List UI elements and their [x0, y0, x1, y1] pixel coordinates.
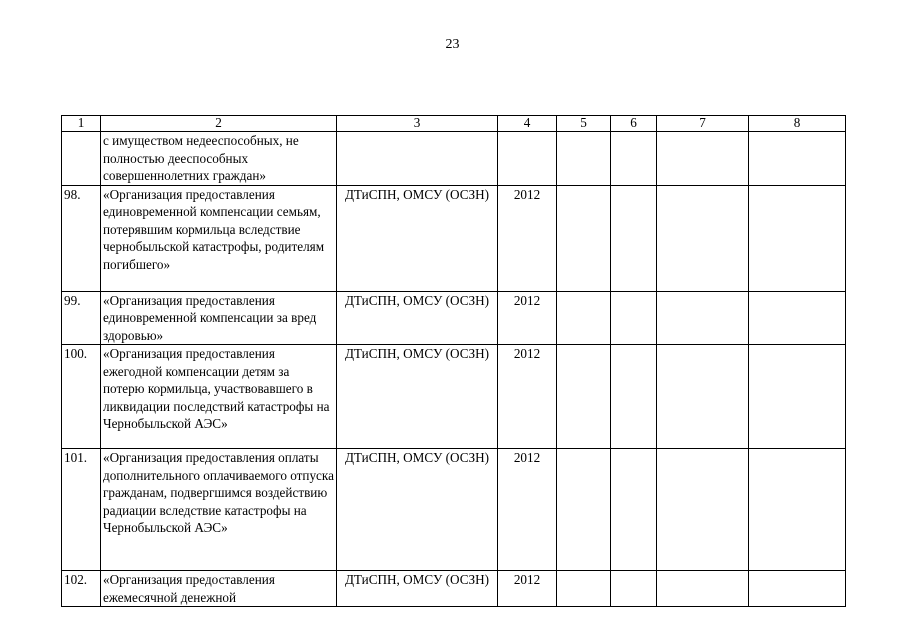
- table-row: [62, 132, 846, 186]
- table-row: [62, 185, 846, 291]
- table-cell: [611, 449, 657, 571]
- year: 2012: [498, 345, 557, 449]
- service-name: «Организация предоставления единовременной компенсации за вред здоровью»: [101, 291, 337, 345]
- row-number: [62, 132, 101, 186]
- executor: ДТиСПН, ОМСУ (ОСЗН): [337, 571, 498, 607]
- executor: ДТиСПН, ОМСУ (ОСЗН): [337, 291, 498, 345]
- service-name: «Организация предоставления ежегодной компенсации детям за потерю кормильца, участвовавшего в ликвидации последствий катастрофы на Чернобыльской АЭС»: [101, 345, 337, 449]
- table-cell: [749, 132, 846, 186]
- table-cell: [657, 291, 749, 345]
- service-name: «Организация предоставления оплаты дополнительного оплачиваемого отпуска гражданам, подвергшимся воздействию радиации вследствие катастрофы на Чернобыльской АЭС»: [101, 449, 337, 571]
- column-header: 2: [101, 116, 337, 132]
- column-header: 1: [62, 116, 101, 132]
- table-cell: [611, 345, 657, 449]
- page-number: 23: [445, 37, 460, 52]
- row-number: 98.: [62, 185, 101, 291]
- table-cell: [749, 449, 846, 571]
- row-number: 101.: [62, 449, 101, 571]
- table-row: [62, 449, 846, 571]
- column-header: 4: [498, 116, 557, 132]
- year: 2012: [498, 185, 557, 291]
- row-number: 100.: [62, 345, 101, 449]
- table-cell: [657, 571, 749, 607]
- table-row: [62, 345, 846, 449]
- service-name: «Организация предоставления единовременной компенсации семьям, потерявшим кормильца вследствие чернобыльской катастрофы, родителям погибшего»: [101, 185, 337, 291]
- table-cell: [657, 185, 749, 291]
- table-cell: [749, 571, 846, 607]
- service-name: «Организация предоставления ежемесячной денежной: [101, 571, 337, 607]
- services-table: [61, 115, 846, 607]
- table-cell: [557, 449, 611, 571]
- table-cell: [557, 345, 611, 449]
- table-cell: [557, 291, 611, 345]
- executor: [337, 132, 498, 186]
- table-cell: [557, 571, 611, 607]
- table-cell: [557, 185, 611, 291]
- table-cell: [749, 185, 846, 291]
- column-header: 6: [611, 116, 657, 132]
- executor: ДТиСПН, ОМСУ (ОСЗН): [337, 345, 498, 449]
- column-header: 8: [749, 116, 846, 132]
- table-row: [62, 291, 846, 345]
- column-header: 3: [337, 116, 498, 132]
- executor: ДТиСПН, ОМСУ (ОСЗН): [337, 185, 498, 291]
- table-cell: [611, 132, 657, 186]
- table-cell: [657, 132, 749, 186]
- service-name: с имуществом недееспособных, не полностью дееспособных совершеннолетних граждан»: [101, 132, 337, 186]
- table-cell: [611, 185, 657, 291]
- table-cell: [749, 345, 846, 449]
- year: [498, 132, 557, 186]
- year: 2012: [498, 571, 557, 607]
- table-cell: [557, 132, 611, 186]
- year: 2012: [498, 291, 557, 345]
- year: 2012: [498, 449, 557, 571]
- column-header: 5: [557, 116, 611, 132]
- row-number: 99.: [62, 291, 101, 345]
- table-cell: [749, 291, 846, 345]
- table-cell: [657, 345, 749, 449]
- column-header: 7: [657, 116, 749, 132]
- row-number: 102.: [62, 571, 101, 607]
- table-cell: [611, 291, 657, 345]
- executor: ДТиСПН, ОМСУ (ОСЗН): [337, 449, 498, 571]
- table-row: [62, 571, 846, 607]
- table-cell: [657, 449, 749, 571]
- table-header-row: [62, 116, 846, 132]
- table-cell: [611, 571, 657, 607]
